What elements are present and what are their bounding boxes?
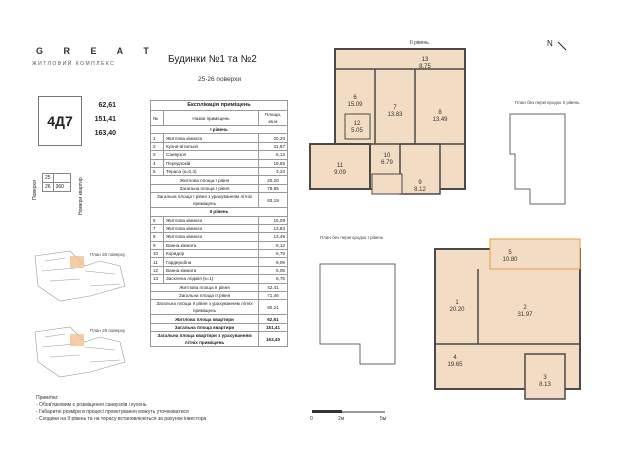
room-label: 10 [383, 153, 391, 159]
living-area: 62,61 [98, 102, 116, 109]
floors-label: Поверхи [32, 180, 38, 200]
total-value: 62,61 [259, 315, 288, 323]
room-area: 13.83 [387, 112, 403, 118]
floor-cell: 25 [43, 174, 54, 183]
scale-bar [310, 410, 387, 422]
highlight-unit [70, 256, 84, 268]
floor-plans [300, 34, 620, 454]
room-number: 4 [151, 159, 164, 167]
total-value: 163,40 [259, 332, 288, 347]
room-area: 9.09 [334, 170, 346, 176]
north-label: N [547, 39, 553, 48]
room-area: 31,97 [259, 142, 288, 150]
apartment-code: 4Д7 [38, 96, 82, 146]
lower-plan [435, 239, 580, 399]
keyplan-25-label: План 25 поверху [90, 328, 126, 333]
room-area: 8.13 [539, 382, 551, 388]
room-name: Засклена лоджія (к=1) [164, 275, 259, 283]
room-label: 12 [353, 121, 361, 127]
scale-0: 0 [310, 416, 313, 422]
room-area: 8.12 [414, 187, 426, 193]
table-row [151, 151, 288, 159]
level1-header: І рівень [151, 126, 288, 134]
room-label: 3 [543, 375, 547, 381]
col-name: Назва приміщень [164, 111, 259, 126]
sum-value: 79,95 [259, 184, 288, 192]
room-label: 7 [393, 105, 397, 111]
table-row [151, 216, 288, 224]
room-number: 11 [151, 258, 164, 266]
room-number: 13 [151, 275, 164, 283]
room-name: Коридор [164, 250, 259, 258]
room-number: 10 [151, 250, 164, 258]
sum-row [151, 184, 288, 192]
sum-label: Загальна площа І рівня з урахуванням літніх приміщень [151, 193, 259, 208]
room-name: Кухня-вітальня [164, 142, 259, 150]
room-area: 20,20 [259, 134, 288, 142]
room-area: 20.20 [449, 307, 465, 313]
sum-label: Загальна площа ІІ рівня з урахуванням літніх приміщень [151, 300, 259, 315]
total-label: Житлова площа квартири [151, 315, 259, 323]
sum-value: 42,41 [259, 283, 288, 291]
no-partitions-1-label: План без перегородок І рівень [320, 235, 384, 240]
room-area: 15.09 [347, 102, 363, 108]
room-area: 5.05 [351, 128, 363, 134]
table-row [151, 167, 288, 175]
room-name: Санвузол [164, 151, 259, 159]
scale-5m: 5м [380, 416, 387, 422]
room-number: 3 [151, 151, 164, 159]
no-partitions-1-plan [320, 264, 395, 364]
room-name: Тераса (к=0,3) [164, 167, 259, 175]
page-title: Будинки №1 та №2 [168, 54, 257, 65]
explication-table [150, 100, 288, 347]
sum-row [151, 292, 288, 300]
explication-title: Експлікація приміщень [151, 101, 288, 111]
notes [36, 395, 206, 423]
room-label: 13 [421, 57, 429, 63]
room-area: 8.75 [419, 64, 431, 70]
sum-row [151, 300, 288, 315]
room-area: 3,24 [259, 167, 288, 175]
table-row [151, 142, 288, 150]
room-name: Житлова кімната [164, 216, 259, 224]
floor-cell: 26 [43, 183, 54, 192]
room-label: 6 [353, 95, 357, 101]
table-row [151, 233, 288, 241]
room-label: 1 [455, 300, 459, 306]
room-10 [372, 174, 402, 194]
room-area: 19.65 [447, 362, 463, 368]
unit-cell [53, 174, 70, 183]
table-row [151, 134, 288, 142]
notes-title: Примітки: [36, 395, 59, 401]
room-area: 5,05 [259, 266, 288, 274]
units-label: Номери квартир [78, 177, 84, 215]
sum-row [151, 283, 288, 291]
table-row [151, 159, 288, 167]
keyplan-26-label: План 26 поверху [90, 252, 126, 257]
table-row [151, 250, 288, 258]
total-value: 151,41 [259, 323, 288, 331]
note-item: - Сходини на ІІ рівень та на терасу встановлюються за рахунок інвестора [36, 416, 207, 422]
table-row [151, 224, 288, 232]
sum-value: 20,20 [259, 176, 288, 184]
scale-2m: 2м [338, 416, 345, 422]
keyplan-25 [30, 322, 140, 382]
room-area: 19,65 [259, 159, 288, 167]
sum-label: Житлова площа ІІ рівня [151, 283, 259, 291]
room-number: 5 [151, 167, 164, 175]
total-row [151, 323, 288, 331]
room-label: 4 [453, 355, 457, 361]
note-item: - Габаритні розміри в процесі проектування можуть уточнюватися [36, 409, 189, 415]
sum-value: 71,46 [259, 292, 288, 300]
keyplan-26 [30, 246, 140, 306]
room-name: Житлова кімната [164, 233, 259, 241]
total-area-summer: 163,40 [94, 130, 116, 137]
total-area: 151,41 [94, 116, 116, 123]
total-row [151, 332, 288, 347]
total-label: Загальна площа квартири [151, 323, 259, 331]
room-area: 8,13 [259, 151, 288, 159]
logo-letters: G R E A T [36, 46, 158, 56]
room-area: 6.79 [381, 160, 393, 166]
room-name: Житлова кімната [164, 134, 259, 142]
sum-value: 80,21 [259, 300, 288, 315]
total-label: Загальна площа квартири з урахуванням літніх приміщень [151, 332, 259, 347]
room-name: Ванна кімната [164, 266, 259, 274]
room-name: Гардеробна [164, 258, 259, 266]
floors-table [42, 173, 71, 192]
col-area: Площа, кв.м [259, 111, 288, 126]
table-row [151, 258, 288, 266]
room-area: 10.80 [502, 257, 518, 263]
room-number: 8 [151, 233, 164, 241]
highlight-unit [70, 334, 84, 346]
table-row [151, 275, 288, 283]
level2-header: ІІ рівень [151, 208, 288, 216]
no-partitions-2-label: План без перегородок ІІ рівень [515, 100, 580, 105]
room-label: 9 [418, 180, 422, 186]
room-number: 1 [151, 134, 164, 142]
room-area: 8,12 [259, 241, 288, 249]
sum-label: Загальна площа ІІ рівня [151, 292, 259, 300]
table-row [151, 266, 288, 274]
terrace [490, 239, 580, 269]
room-number: 6 [151, 216, 164, 224]
room-area: 13,49 [259, 233, 288, 241]
sum-label: Загальна площа І рівня [151, 184, 259, 192]
room-name: Ванна кімната [164, 241, 259, 249]
col-num: № [151, 111, 164, 126]
sum-row [151, 176, 288, 184]
page-subtitle: 25-26 поверхи [198, 76, 241, 83]
room-label: 5 [508, 250, 512, 256]
room-label: 8 [438, 110, 442, 116]
total-row [151, 315, 288, 323]
room-number: 12 [151, 266, 164, 274]
sum-label: Житлова площа І рівня [151, 176, 259, 184]
room-area: 8,75 [259, 275, 288, 283]
room-label: 11 [336, 163, 344, 169]
unit-cell: 360 [53, 183, 70, 192]
upper-plan [310, 49, 465, 194]
room-name: Передпокій [164, 159, 259, 167]
note-item: - Обов'язковим є розміщення санвузлів і кухонь [36, 402, 147, 408]
logo-subtitle: ЖИТЛОВИЙ КОМПЛЕКС [32, 61, 116, 67]
room-number: 2 [151, 142, 164, 150]
apartment-areas [86, 99, 116, 141]
room-name: Житлова кімната [164, 224, 259, 232]
room-area: 6,79 [259, 250, 288, 258]
room-area: 13.49 [432, 117, 448, 123]
sum-value: 83,19 [259, 193, 288, 208]
room-number: 9 [151, 241, 164, 249]
sum-row [151, 193, 288, 208]
room-area: 15,09 [259, 216, 288, 224]
room-area: 9,09 [259, 258, 288, 266]
table-row [151, 241, 288, 249]
room-area: 31.97 [517, 312, 533, 318]
level2-plan-title: ІІ рівень [410, 40, 429, 46]
room-area: 13,83 [259, 224, 288, 232]
room-number: 7 [151, 224, 164, 232]
north-arrow [558, 42, 566, 50]
room-label: 2 [523, 305, 527, 311]
no-partitions-2-plan [510, 114, 565, 204]
